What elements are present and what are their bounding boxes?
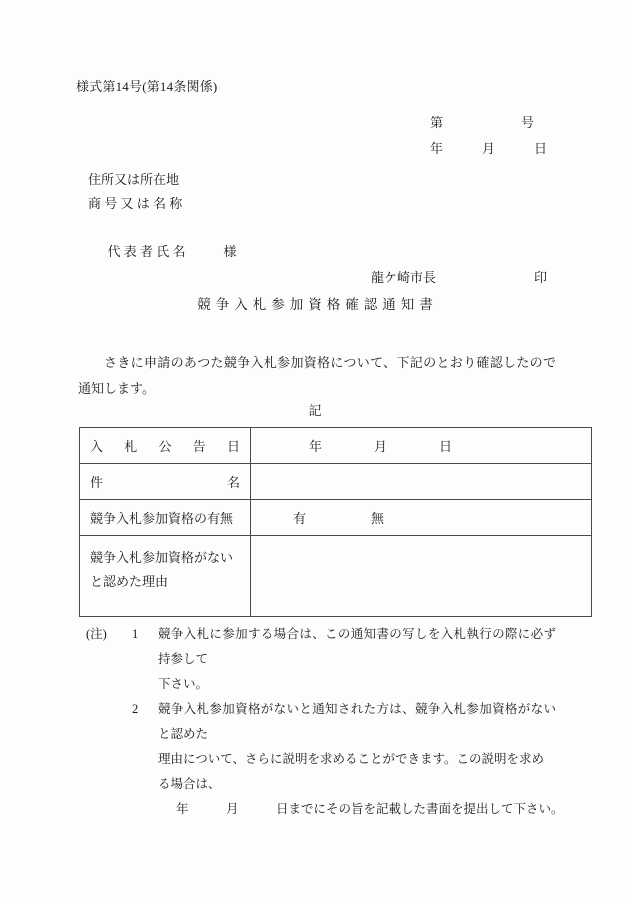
document-number-line: 第 号: [430, 115, 535, 130]
addressee-company-label: 商 号 又 は 名 称: [88, 196, 183, 211]
note-item-2: [86, 697, 556, 747]
label-char: 名: [226, 475, 240, 490]
addressee-block: [88, 168, 237, 259]
issuer-name: 龍ケ崎市長: [371, 270, 437, 285]
table-cell-bid-notice-date-value[interactable]: [251, 428, 592, 464]
table-row: [80, 464, 592, 500]
form-number: 様式第14号(第14条関係): [76, 79, 218, 94]
table-row-label-bid-notice-date: [80, 428, 251, 464]
table-row-label-case-name: [80, 464, 251, 500]
yes-no-options: 有 無: [293, 511, 385, 526]
addressee-representative-label: 代 表 者 氏 名: [107, 244, 186, 259]
label-char: 日: [226, 439, 240, 454]
date-blank-line: 年 月 日: [309, 439, 453, 454]
note-item-2-deadline: 年 月 日までにその旨を記載した書面を提出して下さい。: [176, 802, 564, 816]
addressee-representative-row: [88, 216, 237, 259]
body-paragraph: さきに申請のあつた競争入札参加資格について、下記のとおり確認したので通知します。: [78, 355, 556, 396]
label-char: 公: [158, 439, 172, 454]
addressee-address-label: 住所又は所在地: [88, 172, 180, 187]
note-text-line: 競争入札に参加する場合は、この通知書の写しを入札執行の際に必ず持参して: [158, 627, 556, 666]
table-row: [80, 536, 592, 617]
table-row: [80, 500, 592, 536]
table-row-label-qualification-status: 競争入札参加資格の有無: [80, 500, 251, 536]
note-item-2-continuation: 理由について、さらに説明を求めることができます。この説明を求める場合は、: [158, 752, 545, 791]
table-row: [80, 428, 592, 464]
table-cell-disqualification-reason-value[interactable]: [251, 536, 592, 617]
document-date-line: 年 月 日: [430, 141, 548, 156]
table-cell-qualification-status-value[interactable]: [251, 500, 592, 536]
note-number: 1: [132, 627, 139, 641]
ki-marker: 記: [308, 403, 322, 418]
page-title: 競争入札参加資格確認通知書: [197, 297, 438, 312]
notes-tag: (注): [86, 627, 107, 641]
label-char: 件: [90, 475, 104, 490]
seal-mark: 印: [534, 270, 548, 285]
label-char: 告: [192, 439, 206, 454]
note-number: 2: [132, 702, 139, 716]
table-cell-case-name-value[interactable]: [251, 464, 592, 500]
document-meta-block: [430, 110, 547, 162]
note-item-1-continuation: 下さい。: [158, 677, 209, 691]
notification-table: [79, 427, 592, 617]
note-item-1: [86, 622, 556, 672]
label-char: 入: [90, 439, 104, 454]
notes-section: [86, 622, 564, 822]
addressee-honorific: 様: [223, 244, 237, 259]
table-row-label-disqualification-reason: 競争入札参加資格がないと認めた理由: [80, 536, 251, 617]
note-text-line: 競争入札参加資格がないと通知された方は、競争入札参加資格がないと認めた: [158, 702, 556, 741]
label-char: 札: [124, 439, 138, 454]
